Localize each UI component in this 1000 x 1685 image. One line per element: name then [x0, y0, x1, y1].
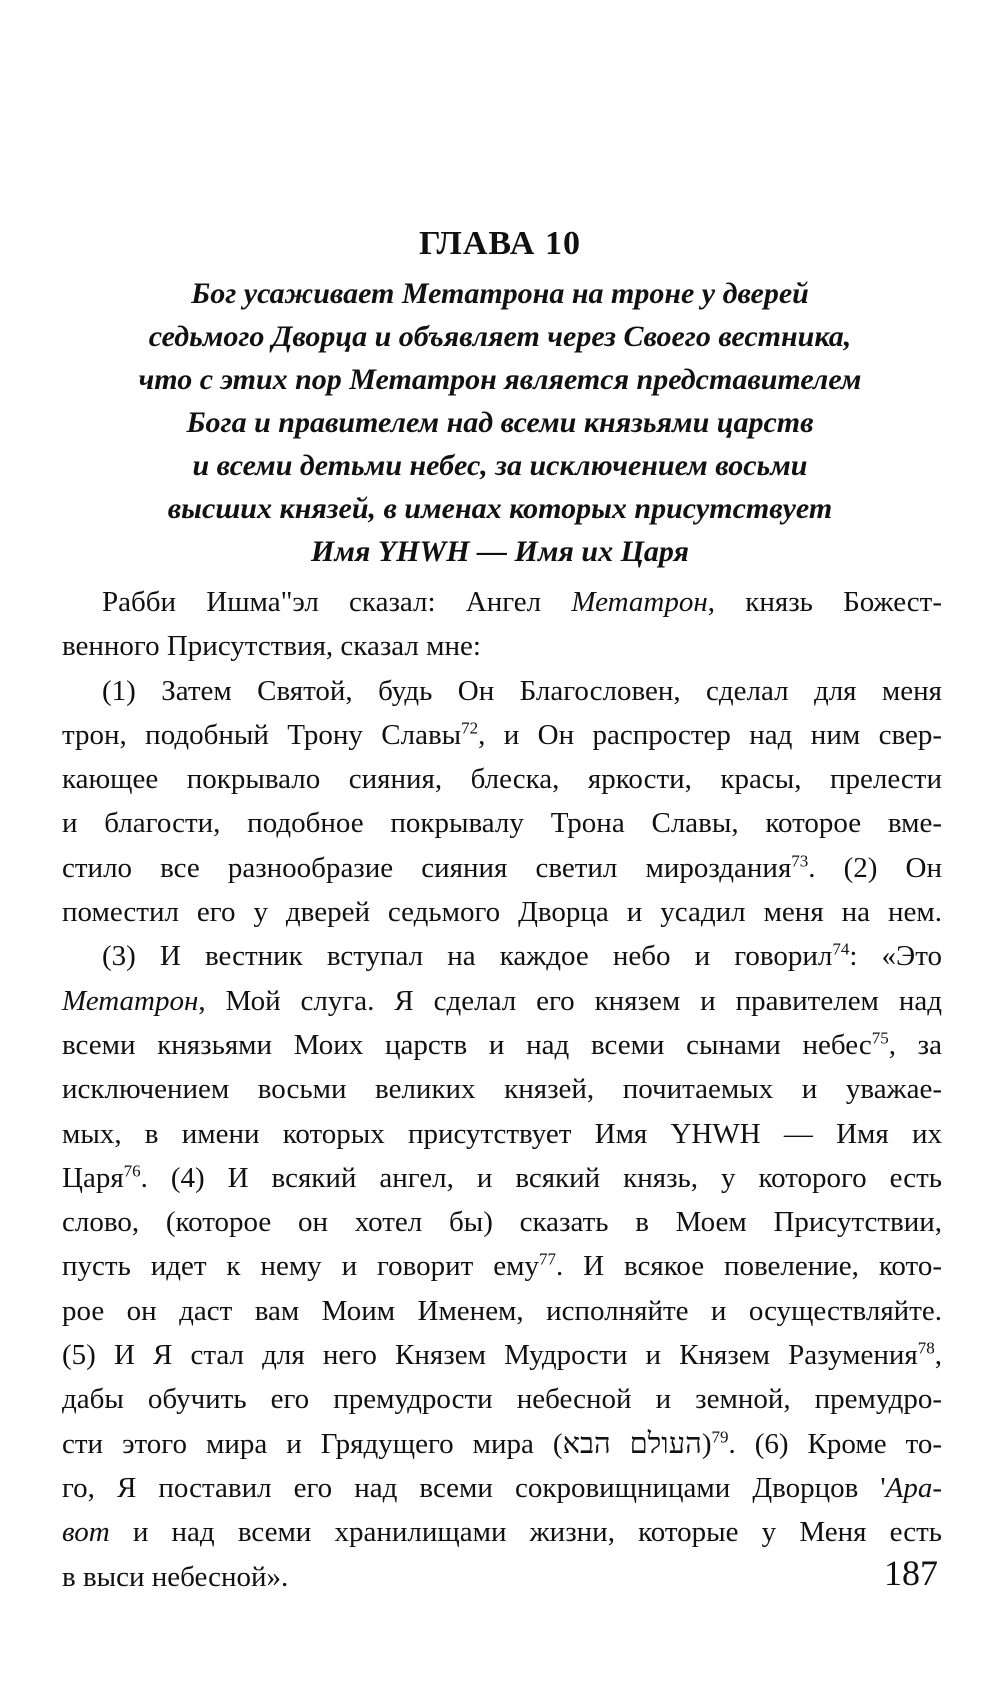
text-line: (3) И вестник вступал на каждое небо и говорил$^{74}$: «Это	[102, 939, 942, 973]
text-line: трон, подобный Трону Славы$^{72}$, и Он распростер над ним свер-	[62, 718, 942, 751]
subtitle-line: что с этих пор Метатрон является представителем	[138, 363, 862, 396]
subtitle-line: и всеми детьми небес, за исключением восьми	[192, 449, 808, 482]
footnote-ref: 76	[123, 1161, 141, 1181]
text-line: го, Я поставил его над всеми сокровищницами Дворцов 'Ара-	[62, 1471, 942, 1504]
text-line: поместил его у дверей седьмого Дворца и усадил меня на нем.	[62, 896, 942, 929]
text-line: сти этого мира и Грядущего мира (העולם הבא)$^{79}$. (6) Кроме то-	[62, 1426, 943, 1460]
text-line: вот и над всеми хранилищами жизни, которые у Меня есть	[62, 1516, 942, 1549]
text-line: и благости, подобное покрывалу Трона Славы, которое вме-	[62, 807, 942, 840]
body-text	[62, 580, 942, 1599]
text-line: слово, (которое он хотел бы) сказать в Моем Присутствии,	[62, 1206, 942, 1239]
text-line: мых, в имени которых присутствует Имя YHWH — Имя их	[62, 1117, 942, 1150]
text-line: дабы обучить его премудрости небесной и земной, премудро-	[62, 1383, 942, 1416]
footnote-ref: 73	[791, 851, 809, 871]
text-line: рое он даст вам Моим Именем, исполняйте и осуществляйте.	[62, 1294, 942, 1327]
subtitle-line: седьмого Дворца и объявляет через Своего вестника,	[148, 320, 852, 353]
footnote-ref: 75	[871, 1028, 889, 1048]
text-line: всеми князьями Моих царств и над всеми сынами небес$^{75}$, за	[62, 1028, 943, 1061]
text-line: Царя$^{76}$. (4) И всякий ангел, и всякий князь, у которого есть	[62, 1161, 942, 1194]
chapter-title: ГЛАВА 10	[419, 225, 581, 262]
text-line: в выси небесной».	[62, 1560, 289, 1593]
page-number: 187	[884, 1553, 938, 1593]
text-line: Рабби Ишма"эл сказал: Ангел Метатрон, князь Божест-	[102, 586, 942, 618]
text-line: (1) Затем Святой, будь Он Благословен, сделал для меня	[102, 674, 942, 707]
text-line: кающее покрывало сияния, блеска, яркости, красы, прелести	[62, 763, 942, 796]
text-line: (5) И Я стал для него Князем Мудрости и Князем Разумения$^{78}$,	[62, 1338, 942, 1372]
subtitle-line: высших князей, в именах которых присутствует	[167, 492, 833, 525]
footnote-ref: 77	[539, 1249, 556, 1269]
footnote-ref: 78	[917, 1338, 935, 1358]
subtitle-line: Бога и правителем над всеми князьями царств	[186, 406, 814, 439]
text-line: Метатрон, Мой слуга. Я сделал его князем и правителем над	[62, 984, 942, 1017]
chapter-subtitle	[70, 272, 930, 573]
subtitle-line: Имя YHWH — Имя их Царя	[311, 535, 689, 568]
footnote-ref: 72	[461, 718, 479, 738]
text-line: пусть идет к нему и говорит ему$^{77}$. И всякое повеление, кото-	[62, 1249, 943, 1283]
hebrew-phrase: העולם הבא	[562, 1427, 702, 1460]
text-line: исключением восьми великих князей, почитаемых и уважае-	[62, 1073, 942, 1106]
text-line: стило все разнообразие сияния светил мироздания$^{73}$. (2) Он	[62, 851, 942, 884]
footnote-ref: 74	[832, 939, 850, 959]
footnote-ref: 79	[711, 1426, 729, 1446]
text-line: венного Присутствия, сказал мне:	[62, 630, 481, 663]
subtitle-line: Бог усаживает Метатрона на троне у дверей	[191, 277, 809, 310]
